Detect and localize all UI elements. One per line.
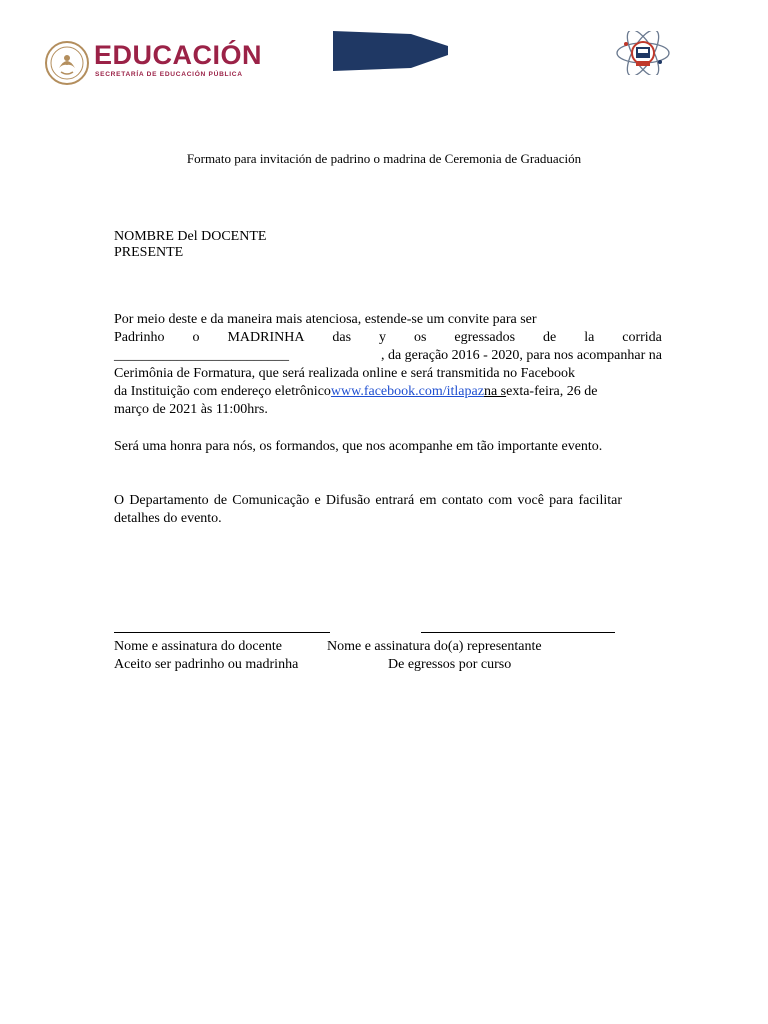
paragraph-line: Cerimônia de Formatura, que será realizada online e será transmitida no Facebook bbox=[114, 366, 576, 381]
facebook-link[interactable]: www.facebook.com/itlapaz bbox=[330, 384, 484, 399]
word: corrida bbox=[622, 330, 662, 345]
mexico-seal-icon bbox=[44, 40, 90, 86]
paragraph-text: da Instituição com endereço eletrônico bbox=[114, 384, 331, 399]
word: MADRINHA bbox=[227, 330, 305, 345]
document-title: Formato para invitación de padrino o madrina de Ceremonia de Graduación bbox=[186, 151, 582, 166]
word: de bbox=[543, 330, 557, 345]
fill-in-blank: _________________________ bbox=[114, 348, 289, 363]
signature-line-representative bbox=[421, 632, 615, 633]
sep-logo-word: EDUCACIÓN bbox=[94, 40, 263, 70]
contact-paragraph: O Departamento de Comunicação e Difusão entrará em contato com você para facilitar detalhes do evento. bbox=[114, 493, 622, 526]
navy-pennant-graphic bbox=[333, 31, 448, 71]
paragraph-text: na s bbox=[483, 384, 507, 399]
paragraph-line: março de 2021 às 11:00hrs. bbox=[114, 402, 268, 417]
teacher-acceptance-label: Aceito ser padrinho ou madrinha bbox=[114, 657, 299, 672]
invitation-paragraph bbox=[114, 311, 662, 419]
paragraph-line bbox=[114, 383, 662, 401]
paragraph-line-justified bbox=[114, 329, 662, 347]
representative-signature-label: Nome e assinatura do(a) representante bbox=[327, 639, 542, 654]
paragraph-line-justified bbox=[114, 347, 662, 365]
teacher-signature-label: Nome e assinatura do docente bbox=[114, 639, 282, 654]
signature-line-teacher bbox=[114, 632, 330, 633]
word: Padrinho bbox=[114, 330, 165, 345]
word: o bbox=[192, 330, 200, 345]
paragraph-line: Por meio deste e da maneira mais atenciosa, estende-se um convite para ser bbox=[114, 312, 537, 327]
word: das bbox=[332, 330, 352, 345]
word: la bbox=[584, 330, 595, 345]
word: egressados bbox=[454, 330, 516, 345]
paragraph-text: , da geração 2016 - 2020, para nos acompanhar na bbox=[380, 348, 662, 363]
institution-logo-icon bbox=[614, 31, 672, 75]
addressee-present: PRESENTE bbox=[114, 245, 184, 260]
word: y bbox=[379, 330, 387, 345]
addressee-name: NOMBRE Del DOCENTE bbox=[114, 229, 267, 244]
honor-paragraph: Será uma honra para nós, os formandos, que nos acompanhe em tão importante evento. bbox=[114, 439, 603, 454]
word: os bbox=[414, 330, 427, 345]
sep-logo-subtitle: SECRETARÍA DE EDUCACIÓN PÚBLICA bbox=[95, 71, 243, 78]
paragraph-text: exta-feira, 26 de bbox=[506, 384, 598, 399]
sep-logo bbox=[44, 38, 264, 88]
representative-course-label: De egressos por curso bbox=[388, 657, 512, 672]
